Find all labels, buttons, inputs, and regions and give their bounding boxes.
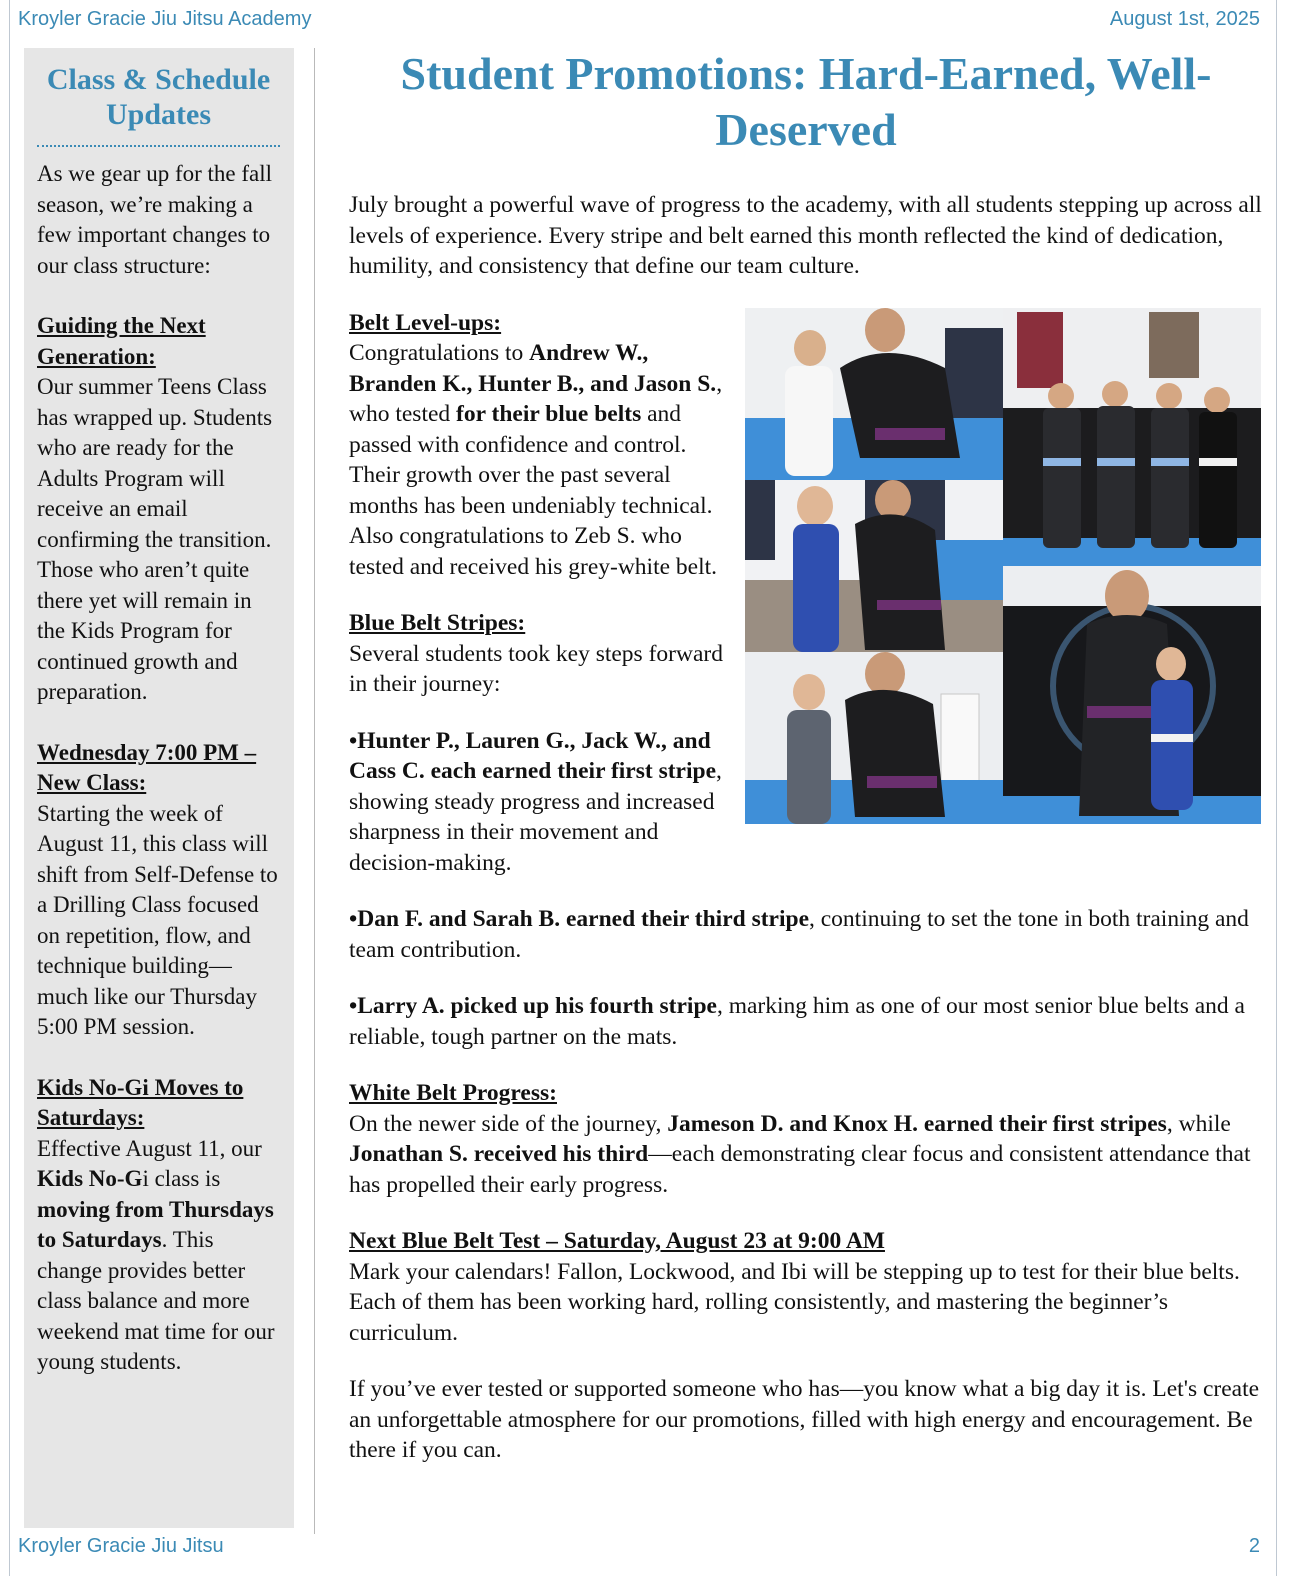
promotion-photo xyxy=(1003,308,1261,566)
body-text: and passed with confidence and control. Their growth over the past several months has been undeniably technical. Also congratulations to Zeb S. who tested and received his grey-white belt. xyxy=(349,401,718,580)
body-text: , marking him as one of our most senior blue belts and a reliable, tough partner on the mats. xyxy=(349,993,1245,1050)
stripe-bullet xyxy=(349,904,1263,965)
body-text: Several students took key steps forward in their journey: xyxy=(349,640,723,697)
header-academy-name: Kroyler Gracie Jiu Jitsu Academy xyxy=(18,8,312,30)
sidebar-bold-text: moving from Thursdays to Saturdays xyxy=(37,1196,274,1252)
sidebar-body xyxy=(37,159,280,1378)
sidebar-section-text: Effective August 11, our xyxy=(37,1135,262,1161)
sidebar-section-nogi xyxy=(37,1073,280,1378)
sidebar-title: Class & Schedule Updates xyxy=(46,63,271,131)
section-heading: Next Blue Belt Test – Saturday, August 23 at 9:00 AM xyxy=(349,1228,885,1254)
sidebar-bold-text: Kids No-G xyxy=(37,1166,143,1191)
sidebar-section-teens xyxy=(37,311,280,708)
bold-text: •Larry A. picked up his fourth stripe xyxy=(349,993,717,1019)
main-article xyxy=(349,46,1263,1492)
section-heading: Belt Level-ups: xyxy=(349,309,502,336)
article-title: Student Promotions: Hard-Earned, Well-Deserved xyxy=(400,48,1212,155)
bold-text: Jonathan S. received his third xyxy=(349,1141,649,1167)
sidebar-section-text: . This change provides better class balance and more weekend mat time for our young students. xyxy=(37,1227,275,1374)
body-text: , continuing to set the tone in both training and team contribution. xyxy=(349,906,1249,963)
sidebar-section-heading: Guiding the Next Generation: xyxy=(37,313,206,369)
promotion-photo xyxy=(745,652,1003,824)
article-body xyxy=(349,190,1263,1466)
body-text: , who tested xyxy=(349,370,723,427)
promotion-photo xyxy=(745,480,1003,652)
footer-page-number: 2 xyxy=(1248,1535,1260,1557)
sidebar-divider xyxy=(37,145,280,147)
bold-text: for their blue belts xyxy=(456,401,642,427)
body-text: , while xyxy=(1166,1110,1231,1137)
section-heading: White Belt Progress: xyxy=(349,1080,557,1106)
sidebar-section-wednesday xyxy=(37,738,280,1043)
bold-text: •Hunter P., Lauren G., Jack W., and Cass C. each earned their first stripe xyxy=(349,727,717,784)
body-text: On the newer side of the journey, xyxy=(349,1110,668,1137)
bold-text: •Dan F. and Sarah B. earned their third stripe xyxy=(349,906,809,932)
sidebar-section-text: Starting the week of August 11, this class will shift from Self-Defense to a Drilling Class focused on repetition, flow, and technique building—much like our Thursday 5:00 PM session. xyxy=(37,800,278,1039)
footer-academy-name: Kroyler Gracie Jiu Jitsu xyxy=(18,1535,224,1557)
section-heading: Blue Belt Stripes: xyxy=(349,610,526,636)
closing-paragraph: If you’ve ever tested or supported someone who has—you know what a big day it is. Let's create an unforgettable atmosphere for our promotions, filled with high energy and encouragement. Be there if you can. xyxy=(349,1376,1260,1463)
body-text: Mark your calendars! Fallon, Lockwood, and Ibi will be stepping up to test for their blue belts. Each of them has been working hard, rolling consistently, and mastering the beginner’s curriculum. xyxy=(349,1258,1240,1346)
sidebar xyxy=(24,48,294,1528)
body-text: , showing steady progress and increased sharpness in their movement and decision-making. xyxy=(349,758,722,876)
next-test-section xyxy=(349,1226,1263,1348)
promotion-photo xyxy=(745,308,1003,480)
body-text: —each demonstrating clear focus and consistent attendance that has propelled their early progress. xyxy=(349,1141,1251,1198)
stripe-bullet xyxy=(349,991,1263,1052)
header-date: August 1st, 2025 xyxy=(1109,8,1260,30)
sidebar-section-text: Our summer Teens Class has wrapped up. Students who are ready for the Adults Program will receive an email confirming the transition. Those who aren’t quite there yet will remain in the Kids Program for continued growth and preparation. xyxy=(37,374,273,704)
sidebar-section-heading: Kids No-Gi Moves to Saturdays: xyxy=(37,1074,244,1130)
article-intro: July brought a powerful wave of progress to the academy, with all students stepping up across all levels of experience. Every stripe and belt earned this month reflected the kind of dedication, humility, and consistency that define our team culture. xyxy=(349,192,1262,279)
sidebar-intro: As we gear up for the fall season, we’re making a few important changes to our class structure: xyxy=(37,161,273,278)
promotion-photo xyxy=(1003,566,1261,824)
body-text: Congratulations to xyxy=(349,340,530,366)
sidebar-section-text: i class is xyxy=(142,1166,221,1191)
column-divider xyxy=(314,48,315,1534)
promotion-photo-collage xyxy=(745,308,1261,824)
sidebar-section-heading: Wednesday 7:00 PM – New Class: xyxy=(37,739,257,795)
bold-text: Jameson D. and Knox H. earned their first stripes xyxy=(667,1110,1167,1137)
bold-text: Andrew W., Branden K., Hunter B., and Jason S. xyxy=(349,340,717,397)
white-belt-section xyxy=(349,1078,1263,1200)
